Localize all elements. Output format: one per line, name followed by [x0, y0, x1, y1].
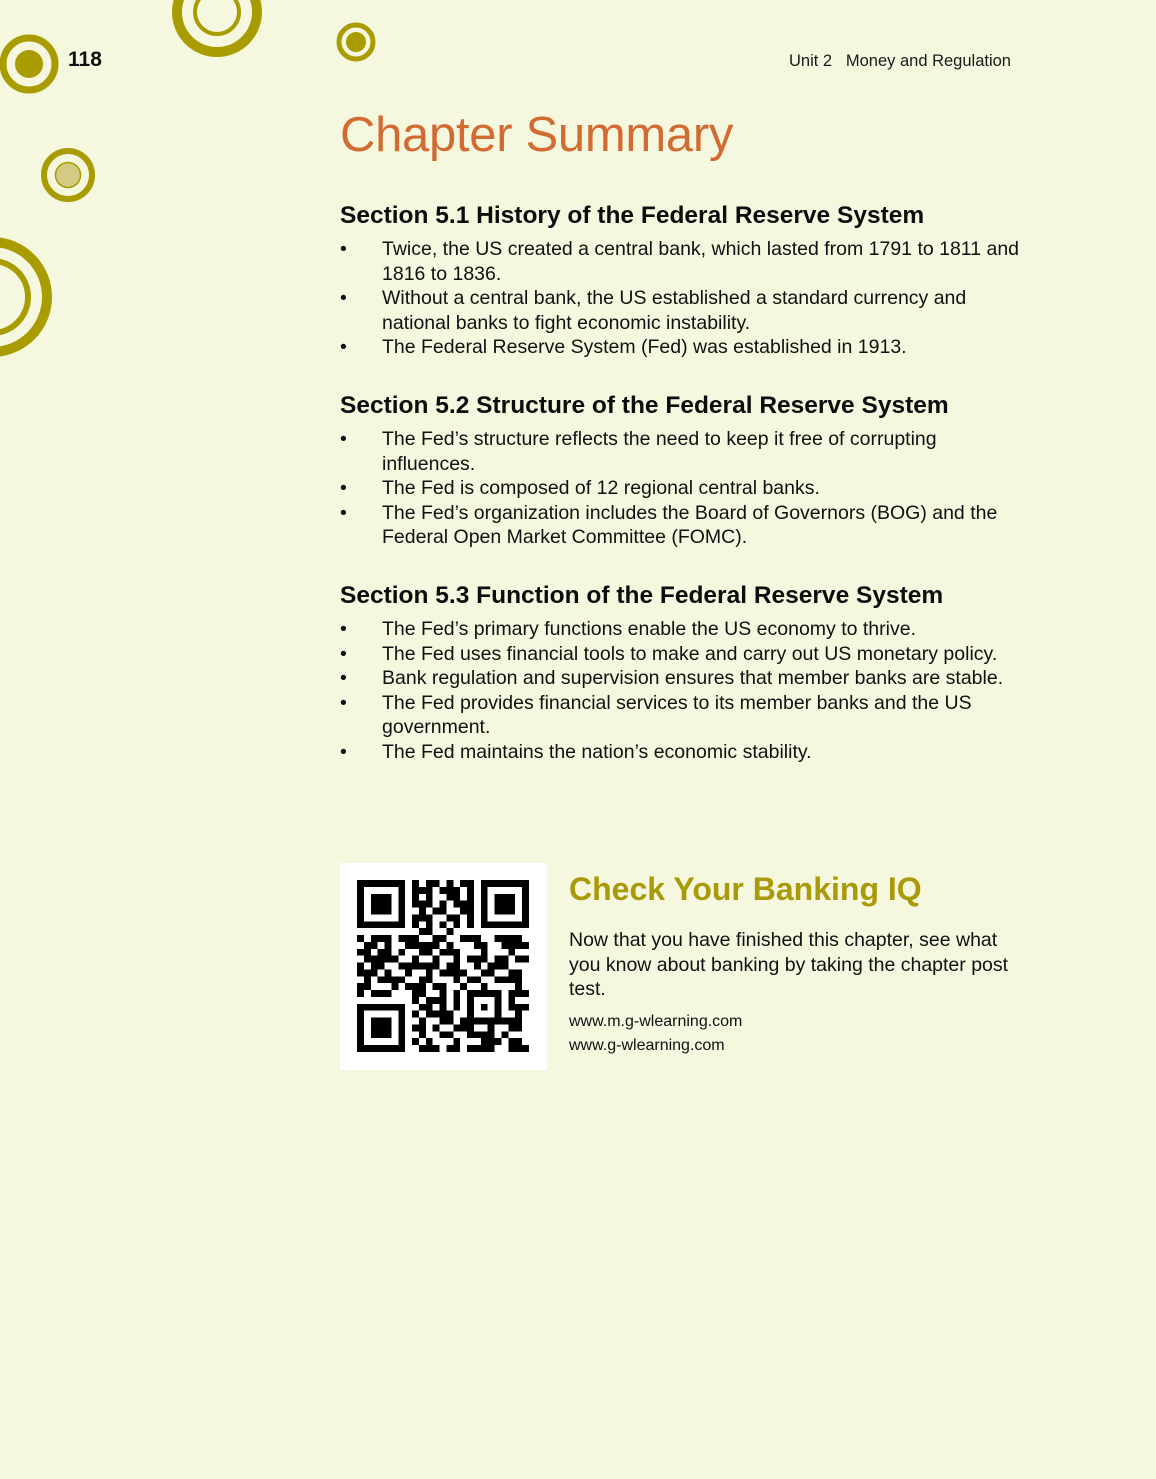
list-item: • The Fed is composed of 12 regional central banks.	[340, 477, 820, 500]
section-5-1	[340, 201, 1030, 360]
ring-dot-icon	[3, 38, 55, 90]
list-item: • Bank regulation and supervision ensures that member banks are stable.	[340, 667, 1004, 690]
list-item: • The Fed uses financial tools to make and carry out US monetary policy.	[340, 642, 998, 665]
bullet-icon: •	[340, 740, 347, 763]
list-item: • The Fed’s structure reflects the need to keep it free of corrupting influences.	[340, 427, 937, 475]
website-link[interactable]: www.g-wlearning.com	[569, 1037, 725, 1055]
page-number: 118	[68, 48, 102, 71]
bullet-icon: •	[340, 238, 347, 260]
chapter-summary	[340, 104, 1030, 765]
bullet-icon: •	[340, 642, 347, 665]
bullet-list	[340, 427, 1030, 550]
qr-code[interactable]	[340, 863, 547, 1070]
list-item: • The Fed’s primary functions enable the US economy to thrive.	[340, 617, 916, 640]
section-title: Section 5.3 Function of the Federal Reserve System	[340, 581, 944, 609]
bullet-icon: •	[340, 691, 347, 714]
ring-light-dot-icon	[44, 151, 92, 199]
section-5-3	[340, 581, 1030, 765]
bullet-icon: •	[340, 427, 347, 450]
double-ring-icon	[177, 0, 257, 52]
list-item: • The Fed’s organization includes the Board of Governors (BOG) and the Federal Open Market Committee (FOMC).	[340, 501, 998, 549]
section-title: Section 5.2 Structure of the Federal Reserve System	[340, 391, 949, 419]
section-title: Section 5.1 History of the Federal Reserve System	[340, 202, 925, 229]
list-item: • The Federal Reserve System (Fed) was established in 1913.	[340, 336, 907, 359]
running-head: Unit 2 Money and Regulation	[789, 52, 1011, 70]
banking-iq-body: Now that you have finished this chapter, see what you know about banking by taking the chapter post test.	[569, 929, 1009, 1001]
bullet-list	[340, 237, 1030, 360]
ring-dot-icon	[339, 25, 373, 59]
bullet-icon: •	[340, 617, 347, 640]
list-item: • Without a central bank, the US established a standard currency and national banks to fight economic instability.	[340, 287, 967, 334]
bullet-icon: •	[340, 667, 347, 690]
banking-iq-links	[569, 1010, 1019, 1059]
bullet-icon: •	[340, 477, 347, 500]
list-item: • The Fed provides financial services to its member banks and the US government.	[340, 691, 972, 739]
list-item: • The Fed maintains the nation’s economic stability.	[340, 740, 812, 763]
qr-code-icon	[357, 880, 529, 1052]
list-item: • Twice, the US created a central bank, which lasted from 1791 to 1811 and 1816 to 1836.	[340, 238, 1020, 285]
bullet-icon: •	[340, 336, 347, 359]
section-5-2	[340, 391, 1030, 550]
page-title: Chapter Summary	[340, 108, 734, 162]
banking-iq-title: Check Your Banking IQ	[569, 871, 922, 907]
banking-iq-callout	[569, 868, 1019, 1059]
double-ring-icon	[0, 242, 47, 352]
bullet-icon: •	[340, 501, 347, 524]
bullet-list	[340, 617, 1030, 765]
mobile-site-link[interactable]: www.m.g-wlearning.com	[569, 1012, 743, 1030]
bullet-icon: •	[340, 287, 347, 310]
